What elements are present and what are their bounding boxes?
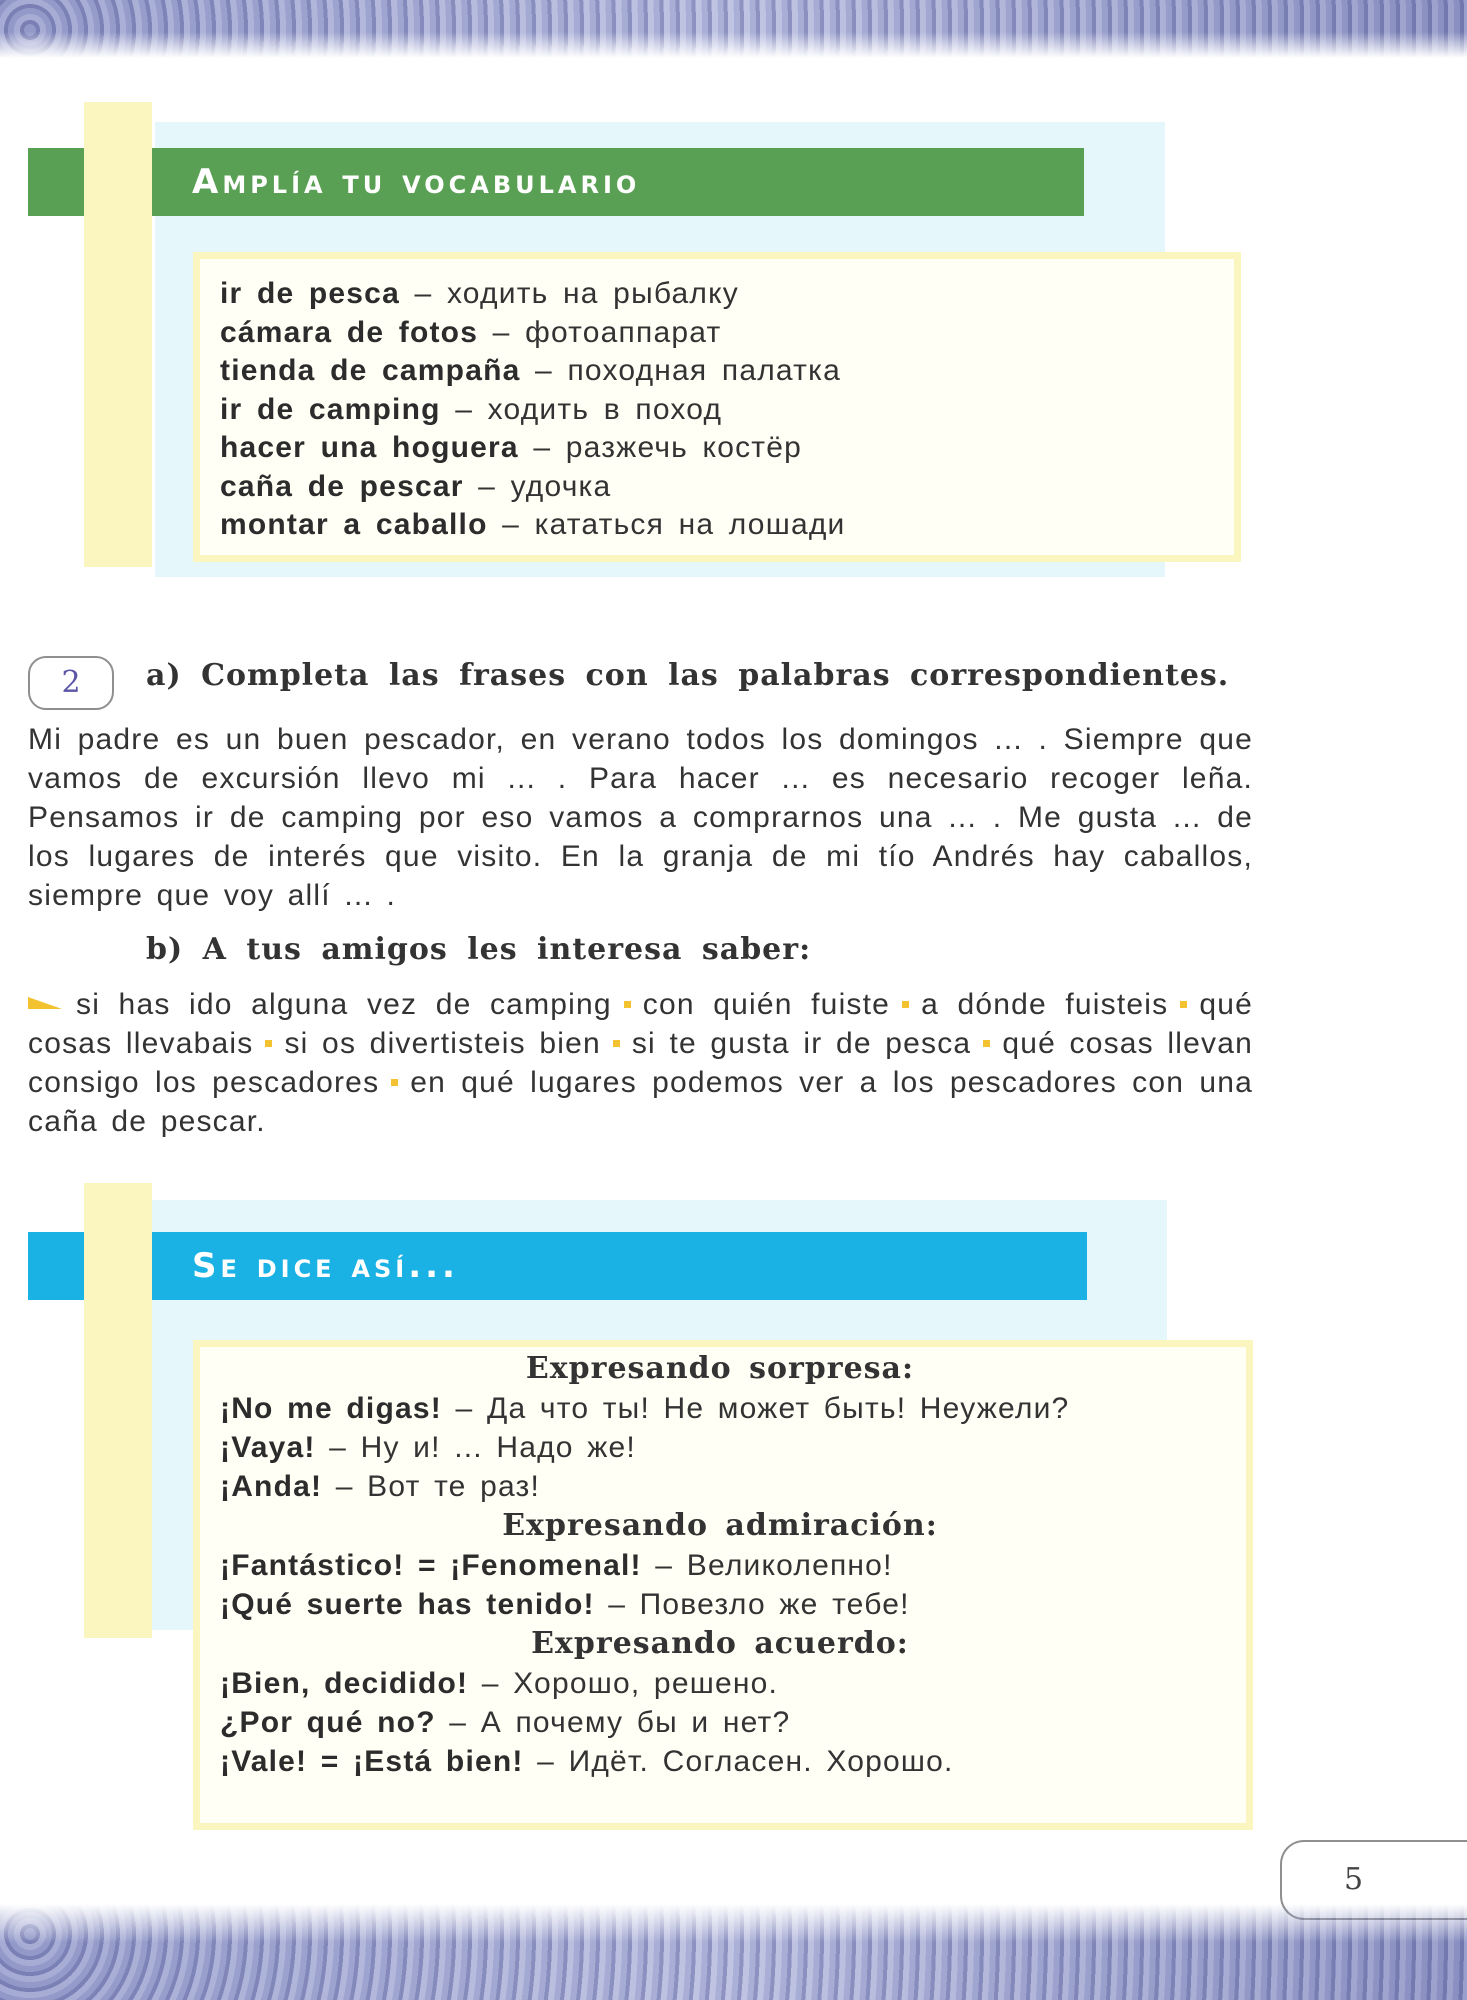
- vocab-separator: –: [533, 431, 552, 464]
- expression-separator: –: [335, 1470, 354, 1503]
- vocab-translation: разжечь костёр: [565, 431, 802, 464]
- exercise-part-b-heading: b) A tus amigos les interesa saber:: [146, 932, 812, 967]
- expression-line: [220, 1703, 1246, 1742]
- vocab-term: caña de pescar: [220, 469, 464, 503]
- expression-es: ¡Bien, decidido!: [220, 1667, 469, 1700]
- vocab-separator: –: [455, 392, 474, 426]
- expression-es: ¿Por qué no?: [220, 1706, 436, 1739]
- expression-separator: –: [481, 1667, 500, 1700]
- expression-line: [220, 1389, 1246, 1428]
- vocab-separator: –: [492, 315, 511, 349]
- vocab-term: ir de pesca: [220, 277, 400, 310]
- expression-ru: Ну и! ... Надо же!: [360, 1431, 636, 1464]
- bullet-icon: [902, 1001, 909, 1008]
- expression-separator: –: [455, 1392, 474, 1425]
- vocab-translation: ходить на рыбалку: [446, 277, 739, 310]
- question-item: si os divertisteis bien: [284, 1027, 601, 1060]
- exercise-part-b-list: [28, 985, 1253, 1141]
- question-item: si has ido alguna vez de camping: [76, 988, 612, 1021]
- expression-group-heading: Expresando admiración:: [502, 1508, 938, 1543]
- expression-ru: Повезло же тебе!: [639, 1588, 910, 1621]
- vocab-yellow-strip: [84, 102, 152, 567]
- vocab-term: tienda de campaña: [220, 354, 521, 387]
- decorative-top-border: [0, 0, 1467, 58]
- expression-separator: –: [329, 1431, 348, 1464]
- question-item: en qué lugares podemos ver a los pescadores con una caña de pescar.: [28, 1066, 1253, 1138]
- vocab-translation: удочка: [510, 469, 612, 503]
- vocab-list: [193, 252, 1241, 562]
- expression-line: [220, 1664, 1246, 1703]
- expression-separator: –: [449, 1706, 468, 1739]
- expression-es: ¡Fantástico! = ¡Fenomenal!: [220, 1549, 642, 1582]
- expression-line: [220, 1546, 1246, 1585]
- vocab-term: hacer una hoguera: [220, 431, 519, 464]
- vocab-separator: –: [535, 354, 553, 387]
- expression-ru: А почему бы и нет?: [480, 1706, 791, 1739]
- vocab-translation: ходить в поход: [487, 392, 723, 426]
- se-dice-title: Se dice así...: [192, 1246, 459, 1286]
- vocab-item: [220, 314, 1234, 353]
- exercise-number-badge: 2: [28, 656, 114, 710]
- vocab-term: cámara de fotos: [220, 315, 479, 349]
- se-dice-banner-tab: [28, 1232, 84, 1300]
- expression-separator: –: [537, 1745, 556, 1778]
- expression-line: [220, 1742, 1246, 1781]
- vocab-separator: –: [414, 277, 433, 310]
- expression-es: ¡Qué suerte has tenido!: [220, 1588, 595, 1621]
- bullet-icon: [391, 1079, 398, 1086]
- vocab-item: [220, 429, 1234, 468]
- bullet-icon: [265, 1040, 272, 1047]
- decorative-bottom-border: [0, 1904, 1467, 2000]
- expression-separator: –: [608, 1588, 627, 1621]
- vocab-item: [220, 352, 1234, 391]
- se-dice-yellow-strip: [84, 1183, 152, 1638]
- expression-line: [220, 1428, 1246, 1467]
- expression-ru: Вот те раз!: [367, 1470, 541, 1503]
- vocab-item: [220, 468, 1234, 507]
- expression-group-heading: Expresando sorpresa:: [525, 1351, 915, 1386]
- bullet-icon: [624, 1001, 631, 1008]
- question-item: qué cosas llevabais: [28, 988, 1253, 1060]
- page-number: 5: [1280, 1840, 1467, 1920]
- expression-ru: Хорошо, решено.: [513, 1667, 779, 1700]
- expression-line: [220, 1467, 1246, 1506]
- vocab-item: [220, 506, 1234, 545]
- expression-es: ¡No me digas!: [220, 1392, 442, 1425]
- question-item: si te gusta ir de pesca: [631, 1027, 972, 1060]
- vocab-separator: –: [478, 469, 497, 503]
- bullet-icon: [983, 1040, 990, 1047]
- expression-ru: Да что ты! Не может быть! Неужели?: [486, 1392, 1070, 1425]
- vocab-item: [220, 275, 1234, 314]
- vocab-translation: походная палатка: [567, 354, 841, 387]
- vocab-term: ir de camping: [220, 392, 441, 426]
- expression-separator: –: [655, 1549, 674, 1582]
- exercise-part-a-text: Mi padre es un buen pescador, en verano todos los domingos ... . Siempre que vamos de excursión llevo mi ... . Para hacer ... es necesario recoger leña. Pensamos ir de camping por eso vamos a comprarnos una ... . Me gusta ... de los lugares de interés que visito. En la granja de mi tío Andrés hay caballos, siempre que voy allí ... .: [28, 723, 1253, 912]
- expression-ru: Идёт. Согласен. Хорошо.: [568, 1745, 954, 1778]
- vocab-item: [220, 391, 1234, 430]
- vocab-title: Amplía tu vocabulario: [192, 162, 641, 202]
- bullet-icon: [1180, 1001, 1187, 1008]
- vocab-banner: [152, 148, 1084, 216]
- vocab-translation: фотоаппарат: [525, 315, 722, 349]
- exercise-part-a-heading: a) Completa las frases con las palabras correspondientes.: [146, 658, 1230, 693]
- expression-group-heading: Expresando acuerdo:: [531, 1626, 909, 1661]
- question-item: a dónde fuisteis: [921, 988, 1169, 1021]
- expression-es: ¡Vaya!: [220, 1431, 316, 1464]
- question-item: con quién fuiste: [642, 988, 891, 1021]
- expression-ru: Великолепно!: [686, 1549, 893, 1582]
- vocab-separator: –: [502, 508, 521, 541]
- se-dice-box: [193, 1340, 1253, 1830]
- expression-es: ¡Vale! = ¡Está bien!: [220, 1745, 524, 1778]
- bullet-icon: [613, 1040, 620, 1047]
- vocab-term: montar a caballo: [220, 508, 488, 541]
- question-item: qué cosas llevan consigo los pescadores: [28, 1027, 1253, 1099]
- expression-line: [220, 1585, 1246, 1624]
- pointer-triangle-icon: [28, 997, 62, 1009]
- expression-es: ¡Anda!: [220, 1470, 323, 1503]
- vocab-banner-tab: [28, 148, 84, 216]
- se-dice-banner: [152, 1232, 1087, 1300]
- vocab-translation: кататься на лошади: [534, 508, 846, 541]
